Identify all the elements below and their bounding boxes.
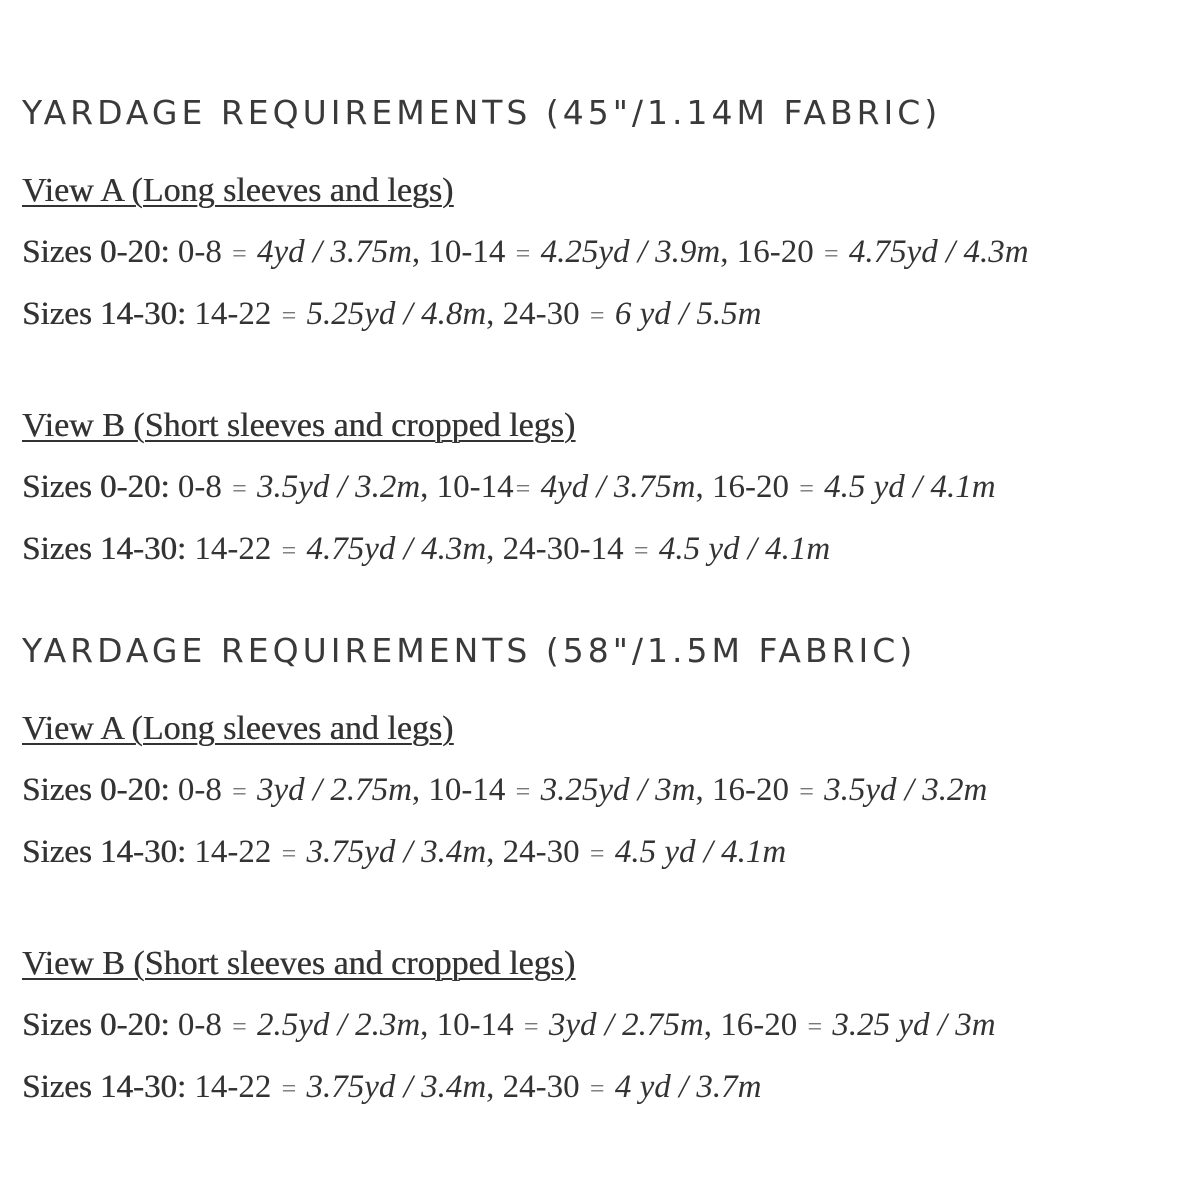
equals-sign: =	[281, 839, 297, 868]
yardage-value: 4.75yd / 4.3m	[306, 531, 487, 567]
size-range: 16-20	[711, 772, 789, 808]
yardage-value: 3.25yd / 3m	[540, 772, 696, 808]
size-range: 10-14	[436, 1007, 514, 1043]
view-a-title-58in: View A (Long sleeves and legs)	[22, 710, 454, 747]
view-a-title-45in: View A (Long sleeves and legs)	[22, 172, 454, 209]
size-range: 10-14	[428, 772, 506, 808]
sizes-label: Sizes 14-30:	[22, 834, 187, 870]
yardage-value: 3.75yd / 3.4m	[306, 834, 487, 870]
section-heading-58in: YARDAGE REQUIREMENTS (58"/1.5M FABRIC)	[22, 631, 917, 670]
equals-sign: =	[589, 839, 605, 868]
equals-sign: =	[633, 536, 649, 565]
equals-sign: =	[515, 239, 531, 268]
equals-sign: =	[515, 777, 531, 806]
equals-sign: =	[807, 1012, 823, 1041]
separator: ,	[695, 772, 704, 808]
yardage-value: 4.5 yd / 4.1m	[658, 531, 831, 567]
separator: ,	[720, 234, 729, 270]
yardage-value: 4yd / 3.75m	[257, 234, 412, 270]
separator: ,	[411, 772, 421, 808]
view-b-title-58in: View B (Short sleeves and cropped legs)	[22, 945, 576, 982]
yardage-value: 4.25yd / 3.9m	[540, 234, 721, 270]
separator: ,	[411, 234, 421, 270]
yardage-value: 2.5yd / 2.3m	[257, 1007, 421, 1043]
size-range: 14-22	[194, 1069, 272, 1105]
sizes-line	[22, 1071, 761, 1104]
sizes-line	[22, 471, 996, 504]
yardage-value: 5.25yd / 4.8m	[306, 296, 487, 332]
equals-sign: =	[799, 474, 814, 503]
yardage-value: 4 yd / 3.7m	[614, 1069, 762, 1105]
equals-sign: =	[515, 474, 531, 503]
size-range: 16-20	[736, 234, 814, 270]
yardage-value: 3.25 yd / 3m	[832, 1007, 996, 1043]
separator: ,	[486, 834, 495, 870]
yardage-value: 6 yd / 5.5m	[614, 296, 762, 332]
yardage-value: 4.5 yd / 4.1m	[614, 834, 787, 870]
equals-sign: =	[281, 301, 297, 330]
sizes-label: Sizes 0-20:	[22, 1007, 170, 1043]
yardage-value: 4.5 yd / 4.1m	[824, 469, 996, 505]
size-range: 14-22	[194, 834, 272, 870]
yardage-value: 4yd / 3.75m	[540, 469, 696, 505]
sizes-label: Sizes 0-20:	[22, 234, 170, 270]
separator: ,	[486, 296, 495, 332]
yardage-value: 3.5yd / 3.2m	[824, 772, 988, 808]
equals-sign: =	[281, 1074, 297, 1103]
equals-sign: =	[281, 536, 297, 565]
yardage-value: 3.75yd / 3.4m	[306, 1069, 487, 1105]
size-range: 14-22	[194, 531, 272, 567]
sizes-label: Sizes 0-20:	[22, 772, 170, 808]
equals-sign: =	[799, 777, 814, 806]
yardage-value: 3yd / 2.75m	[257, 772, 412, 808]
equals-sign: =	[589, 301, 605, 330]
size-range: 24-30	[502, 834, 580, 870]
equals-sign: =	[232, 239, 247, 268]
sizes-label: Sizes 14-30:	[22, 531, 187, 567]
size-range: 0-8	[177, 234, 222, 270]
size-range: 10-14	[428, 234, 506, 270]
size-range: 16-20	[711, 469, 789, 505]
equals-sign: =	[232, 777, 247, 806]
sizes-label: Sizes 14-30:	[22, 1069, 187, 1105]
yardage-value: 3yd / 2.75m	[548, 1007, 704, 1043]
yardage-value: 4.75yd / 4.3m	[848, 234, 1029, 270]
view-b-title-45in: View B (Short sleeves and cropped legs)	[22, 407, 576, 444]
equals-sign: =	[232, 1012, 247, 1041]
separator: ,	[486, 1069, 495, 1105]
size-range: 16-20	[720, 1007, 798, 1043]
separator: ,	[420, 1007, 429, 1043]
size-range: 24-30	[502, 296, 580, 332]
yardage-value: 3.5yd / 3.2m	[257, 469, 421, 505]
size-range: 10-14	[436, 469, 514, 505]
separator: ,	[420, 469, 429, 505]
sizes-line	[22, 1009, 996, 1042]
sizes-label: Sizes 14-30:	[22, 296, 187, 332]
sizes-line	[22, 298, 761, 331]
size-range: 0-8	[177, 1007, 222, 1043]
equals-sign: =	[823, 239, 839, 268]
size-range: 24-30-14	[502, 531, 624, 567]
sizes-line	[22, 236, 1029, 269]
size-range: 14-22	[194, 296, 272, 332]
sizes-label: Sizes 0-20:	[22, 469, 170, 505]
equals-sign: =	[523, 1012, 539, 1041]
size-range: 0-8	[177, 469, 222, 505]
sizes-line	[22, 533, 830, 566]
section-heading-45in: YARDAGE REQUIREMENTS (45"/1.14M FABRIC)	[22, 93, 942, 132]
separator: ,	[703, 1007, 712, 1043]
sizes-line	[22, 836, 786, 869]
size-range: 0-8	[177, 772, 222, 808]
separator: ,	[695, 469, 704, 505]
sizes-line	[22, 774, 987, 807]
separator: ,	[486, 531, 495, 567]
equals-sign: =	[232, 474, 247, 503]
size-range: 24-30	[502, 1069, 580, 1105]
equals-sign: =	[589, 1074, 605, 1103]
